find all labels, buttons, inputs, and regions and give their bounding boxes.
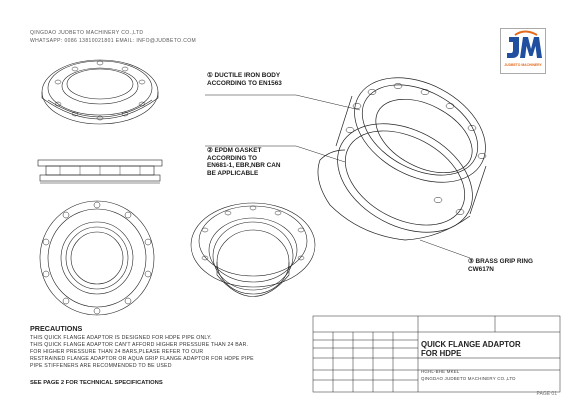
callout-line: ③ BRASS GRIP RING [468, 258, 533, 265]
precaution-line: RESTRAINED FLANGE ADAPTOR OR AQUA GRIP FLANGE ADAPTOR FOR HDPE PIPE [30, 356, 254, 362]
callout-line: BE APPLICABLE [207, 169, 259, 177]
callout-line: EN681-1, EBR,NBR CAN [207, 162, 281, 170]
callout-epdm-gasket [207, 147, 281, 177]
drawing-title-line: QUICK FLANGE ADAPTOR [421, 340, 521, 349]
callout-line: CW617N [468, 265, 494, 273]
page-number: PAGE 01 [536, 391, 557, 397]
flange-front-view [40, 201, 154, 315]
logo-caption: JUDBETO MACHINERY [504, 63, 542, 67]
flange-exploded-view [318, 57, 503, 255]
flange-side-view [38, 160, 162, 183]
callout-line: ② EPDM GASKET [207, 147, 262, 154]
precaution-line: THIS QUICK FLANGE ADAPTOR IS DESIGNED FOR HDPE PIPE ONLY. [30, 335, 212, 341]
precaution-line: THIS QUICK FLANGE ADAPTOR CAN'T AFFORD HIGHER PRESSURE THAN 24 BAR. [30, 342, 249, 348]
company-name: QINGDAO JUDBETO MACHINERY CO.,LTD [30, 30, 144, 36]
flange-iso-view-small [42, 60, 158, 124]
drawing-title [421, 341, 521, 358]
callout-ductile-iron-body [207, 72, 282, 87]
drawing-title-line: FOR HDPE [421, 348, 462, 358]
callout-line: ACCORDING TO [207, 154, 257, 162]
flange-with-gasket-view [191, 203, 315, 297]
title-block-company-line: HGHL-BHE MKEL [421, 369, 460, 374]
title-block-company-line: QINGDAO JUDBETO MACHINERY CO.,LTD [421, 376, 516, 381]
see-page-note: SEE PAGE 2 FOR TECHNICAL SPECIFICATIONS [30, 380, 163, 386]
callout-brass-grip-ring [468, 258, 533, 273]
callout-line: ① DUCTILE IRON BODY [207, 72, 281, 79]
precautions-title: PRECAUTIONS [30, 324, 83, 333]
precaution-line: FOR HIGHER PRESSURE THAN 24 BARS,PLEASE REFER TO OUR [30, 349, 204, 355]
callout-line: ACCORDING TO EN1563 [207, 79, 282, 87]
contact-info: WHATSAPP: 0086 13810021801 EMAIL: INFO@JUDBETO.COM [30, 38, 197, 44]
precaution-line: PIPE STIFFENERS ARE RECOMMENDED TO BE USED [30, 363, 172, 369]
